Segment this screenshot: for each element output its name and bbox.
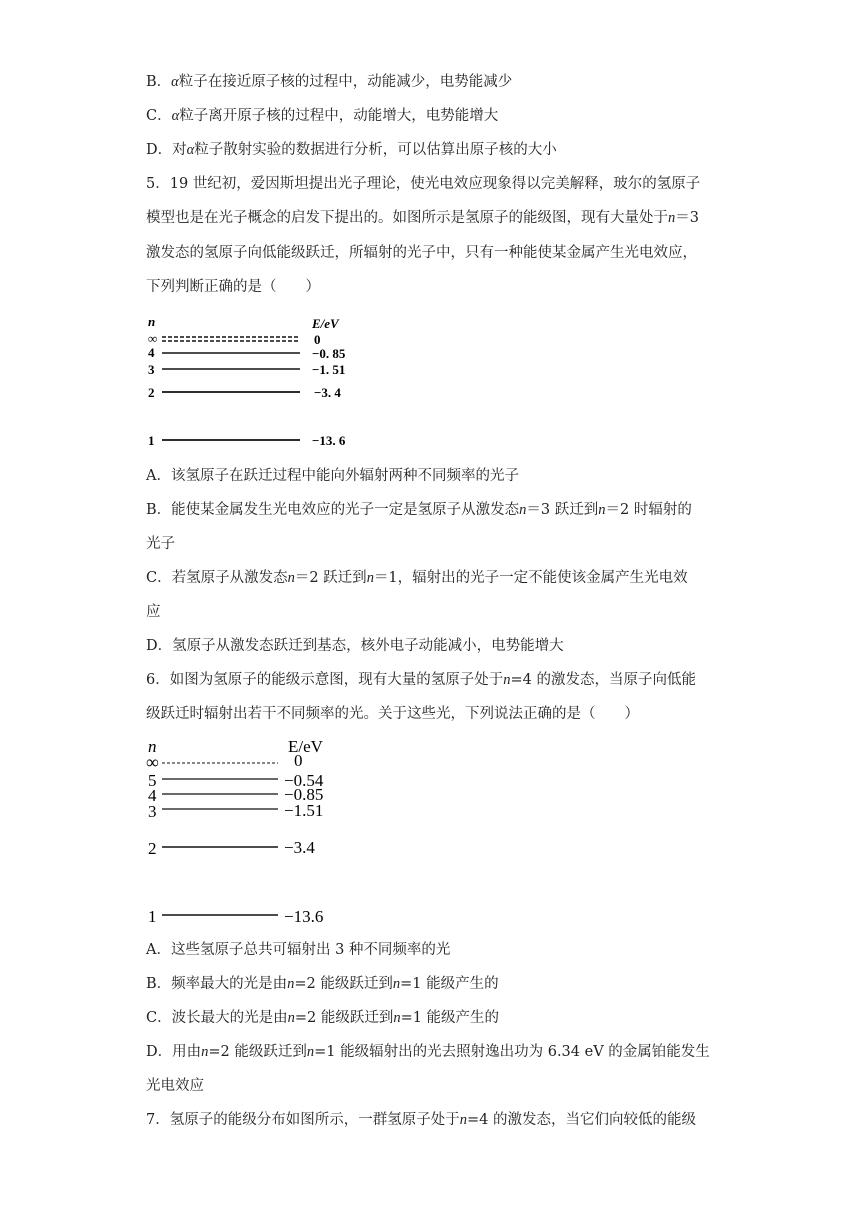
option-text: C．波长最大的光是由	[146, 1010, 288, 1026]
option-text: 粒子散射实验的数据进行分析，可以估算出原子核的大小	[194, 142, 557, 158]
level-label-4: 4	[148, 786, 157, 805]
option-text: 粒子在接近原子核的过程中，动能减少，电势能减少	[178, 74, 513, 90]
energy-label-inf: 0	[294, 751, 303, 770]
option-text: ＝2 时辐射的	[605, 502, 692, 518]
energy-label-4: −0. 85	[312, 346, 346, 361]
option-text: =2 能级跃迁到	[294, 1010, 394, 1026]
alpha-symbol: α	[186, 142, 195, 158]
option-text: 粒子离开原子核的过程中，动能增大，电势能增大	[179, 108, 499, 124]
energy-label-inf: 0	[314, 332, 321, 347]
energy-label-2: −3.4	[284, 838, 315, 857]
option-text: =1 能级产生的	[400, 976, 499, 992]
level-label-4: 4	[148, 345, 155, 360]
q4-option-b	[146, 72, 512, 92]
option-text: =2 能级跃迁到	[208, 1044, 307, 1060]
level-label-2: 2	[148, 385, 155, 400]
q5-stem-line-1: 5．19 世纪初，爱因斯坦提出光子理论，使光电效应现象得以完美解释，玻尔的氢原子	[146, 176, 701, 192]
variable-n: n	[306, 1044, 315, 1060]
stem-text: 7．氢原子的能级分布如图所示，一群氢原子处于	[146, 1112, 460, 1128]
energy-label-1: −13.6	[284, 907, 324, 926]
level-label-1: 1	[148, 907, 157, 926]
level-label-5: 5	[148, 771, 157, 790]
stem-text: =4 的激发态，当原子向低能	[510, 672, 696, 688]
energy-label-5: −0.54	[284, 771, 324, 790]
option-prefix: C．	[146, 108, 172, 124]
q6-option-a: A．这些氢原子总共可辐射出 3 种不同频率的光	[146, 942, 451, 958]
q6-option-d-line-2: 光电效应	[146, 1078, 204, 1094]
variable-n: n	[598, 502, 606, 518]
stem-text: ＝3	[675, 210, 699, 226]
stem-text: 模型也是在光子概念的启发下提出的。如图所示是氢原子的能级图，现有大量处于	[146, 210, 668, 226]
q5-option-d: D．氢原子从激发态跃迁到基态，核外电子动能减小，电势能增大	[146, 638, 564, 654]
q5-option-c-line-1	[146, 568, 688, 588]
q6-option-d-line-1	[146, 1042, 710, 1062]
q5-option-c-line-2: 应	[146, 604, 161, 620]
option-prefix: B．	[146, 74, 172, 90]
energy-label-3: −1.51	[284, 801, 324, 820]
level-label-inf: ∞	[148, 331, 158, 346]
option-prefix: D．对	[146, 142, 187, 158]
option-text: ＝2 跃迁到	[294, 570, 367, 586]
stem-text: 6．如图为氢原子的能级示意图，现有大量的氢原子处于	[146, 672, 504, 688]
q6-stem-line-2: 级跃迁时辐射出若干不同频率的光。关于这些光，下列说法正确的是（ ）	[146, 706, 639, 722]
option-text: ＝1，辐射出的光子一定不能使该金属产生光电效	[373, 570, 688, 586]
q6-stem-line-1	[146, 670, 696, 690]
variable-n: n	[503, 672, 511, 688]
q5-stem-line-4: 下列判断正确的是（ ）	[146, 279, 320, 295]
variable-n: n	[668, 210, 676, 226]
q7-stem-line-1	[146, 1110, 696, 1130]
variable-n: n	[287, 1010, 295, 1026]
q6-energy-level-diagram	[146, 736, 376, 928]
variable-n: n	[459, 1112, 467, 1128]
q5-option-b-line-2: 光子	[146, 536, 175, 552]
energy-header: E/eV	[288, 737, 323, 756]
level-label-3: 3	[148, 362, 155, 377]
variable-n: n	[519, 502, 527, 518]
option-text: ＝3 跃迁到	[526, 502, 599, 518]
q4-option-c	[146, 106, 498, 126]
n-header: n	[148, 737, 157, 756]
energy-label-1: −13. 6	[312, 433, 346, 448]
q6-energy-level-svg	[146, 736, 376, 928]
variable-n: n	[287, 976, 295, 992]
q4-option-d	[146, 140, 557, 160]
q5-stem-line-3: 激发态的氢原子向低能级跃迁，所辐射的光子中，只有一种能使某金属产生光电效应，	[146, 245, 697, 261]
q5-option-b-line-1	[146, 500, 692, 520]
level-label-1: 1	[148, 433, 155, 448]
n-header: n	[148, 314, 156, 329]
alpha-symbol: α	[171, 74, 179, 90]
level-label-2: 2	[148, 839, 157, 858]
q5-stem-line-2	[146, 208, 699, 228]
energy-header: E/eV	[312, 316, 339, 331]
variable-n: n	[392, 976, 401, 992]
level-label-3: 3	[148, 802, 157, 821]
variable-n: n	[366, 570, 374, 586]
energy-label-4: −0.85	[284, 785, 324, 804]
q5-energy-level-svg	[146, 312, 376, 452]
q5-energy-level-diagram	[146, 312, 376, 452]
q6-option-c	[146, 1008, 499, 1028]
energy-label-2: −3. 4	[314, 385, 341, 400]
q6-option-b	[146, 974, 499, 994]
variable-n: n	[393, 1010, 401, 1026]
option-text: D．用由	[146, 1044, 202, 1060]
option-text: B．能使某金属发生光电效应的光子一定是氢原子从激发态	[146, 502, 520, 518]
energy-label-3: −1. 51	[312, 362, 346, 377]
alpha-symbol: α	[171, 108, 180, 124]
stem-text: =4 的激发态，当它们向较低的能级	[466, 1112, 696, 1128]
option-text: =2 能级跃迁到	[294, 976, 393, 992]
q5-option-a: A．该氢原子在跃迁过程中能向外辐射两种不同频率的光子	[146, 468, 519, 484]
option-text: C．若氢原子从激发态	[146, 570, 288, 586]
level-label-inf: ∞	[146, 752, 159, 772]
variable-n: n	[287, 570, 295, 586]
option-text: =1 能级辐射出的光去照射逸出功为 6.34 eV 的金属铂能发生	[314, 1044, 710, 1060]
option-text: B．频率最大的光是由	[146, 976, 288, 992]
variable-n: n	[201, 1044, 209, 1060]
option-text: =1 能级产生的	[400, 1010, 500, 1026]
